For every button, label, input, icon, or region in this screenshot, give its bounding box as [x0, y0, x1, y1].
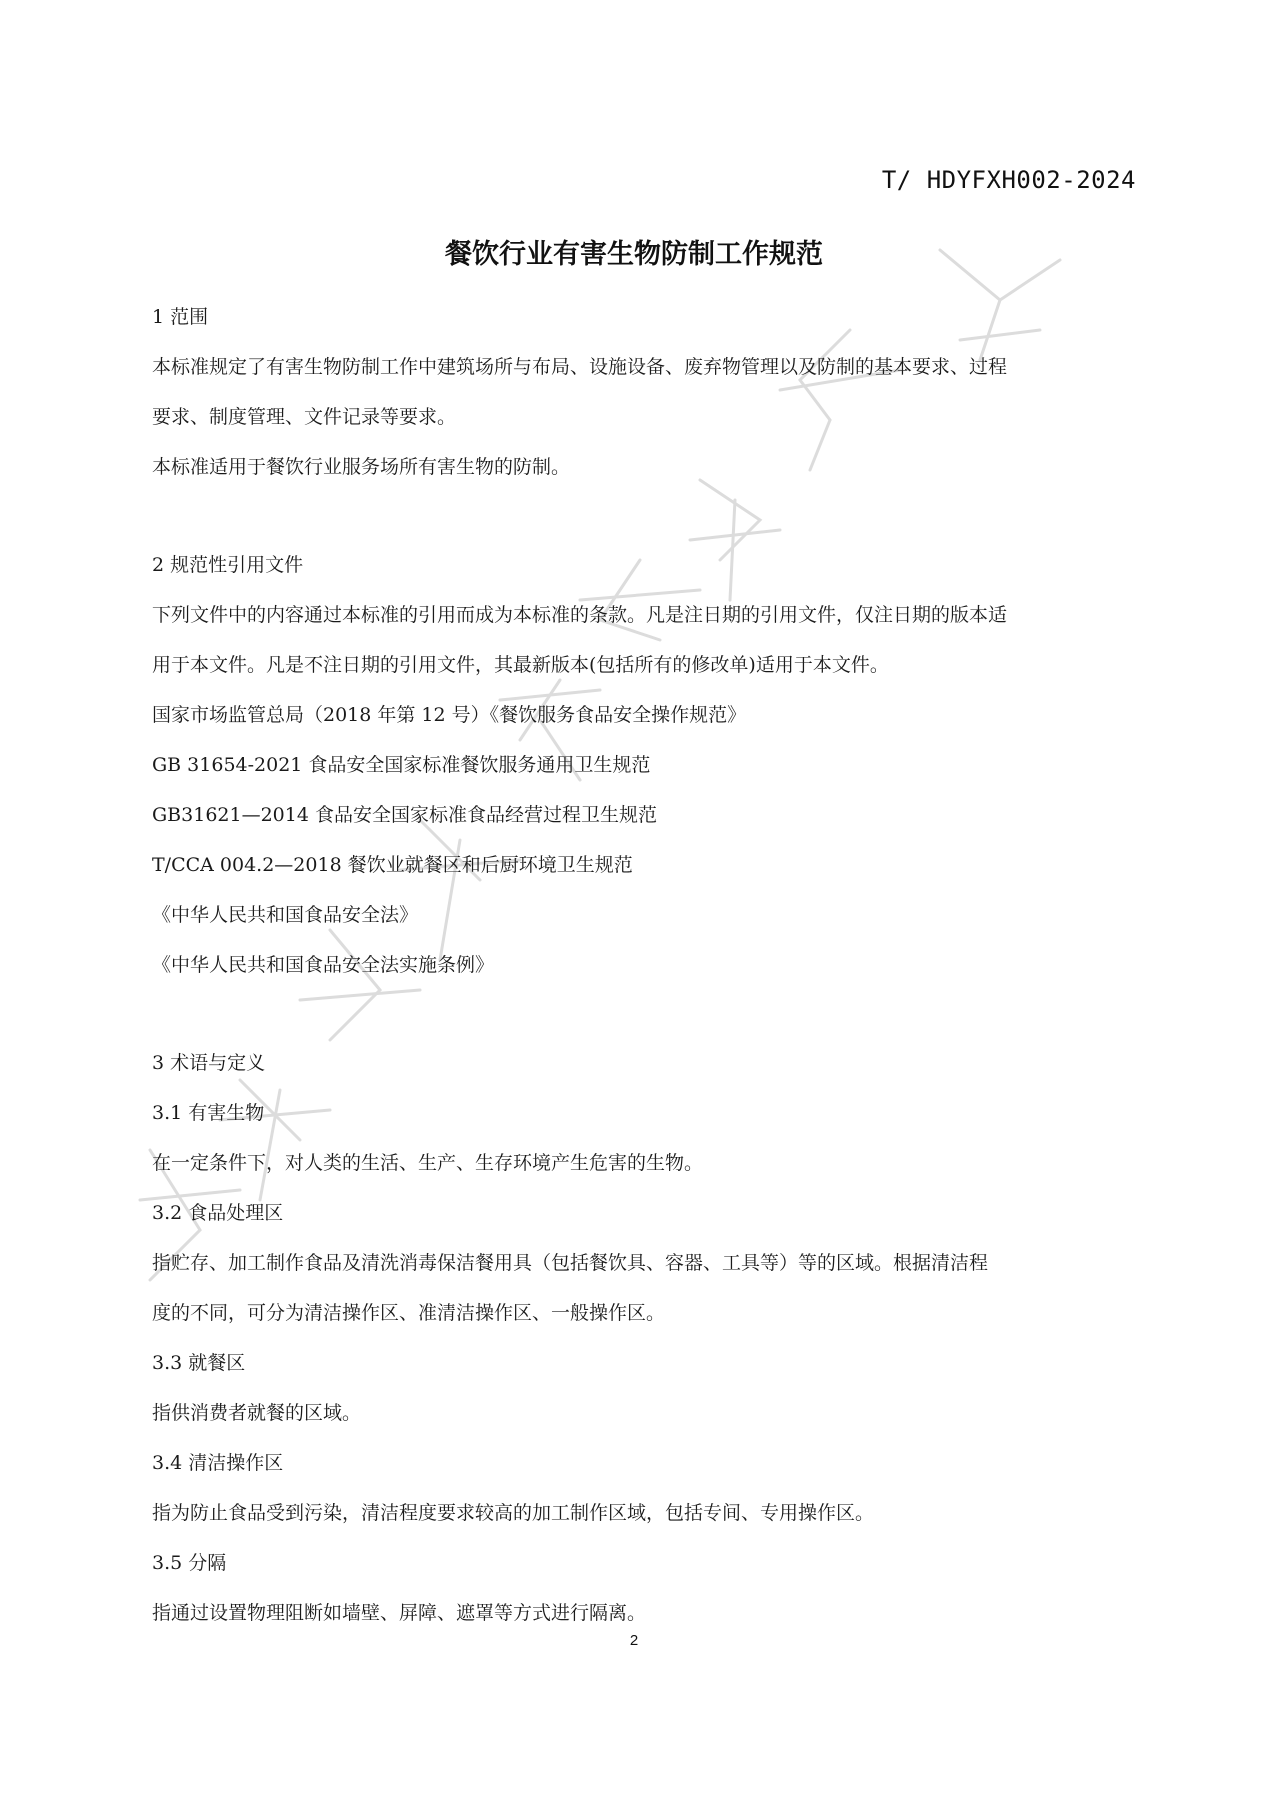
section-heading-terms-definitions: 3 术语与定义	[152, 1052, 266, 1074]
paragraph-line: 本标准规定了有害生物防制工作中建筑场所与布局、设施设备、废弃物管理以及防制的基本要求、过程	[152, 356, 1008, 378]
section-spacer	[152, 492, 1142, 540]
term-heading: 3.4 清洁操作区	[152, 1452, 284, 1474]
term-definition: 指为防止食品受到污染，清洁程度要求较高的加工制作区域，包括专间、专用操作区。	[152, 1502, 875, 1524]
section-heading-normative-references: 2 规范性引用文件	[152, 554, 304, 576]
term-definition: 在一定条件下，对人类的生活、生产、生存环境产生危害的生物。	[152, 1152, 704, 1174]
paragraph-line: 要求、制度管理、文件记录等要求。	[152, 406, 457, 428]
reference-item: GB 31654-2021 食品安全国家标准餐饮服务通用卫生规范	[152, 754, 651, 776]
standard-code: T/ HDYFXH002-2024	[881, 166, 1136, 194]
term-definition: 度的不同，可分为清洁操作区、准清洁操作区、一般操作区。	[152, 1302, 666, 1324]
paragraph-line: 本标准适用于餐饮行业服务场所有害生物的防制。	[152, 456, 571, 478]
reference-item: GB31621—2014 食品安全国家标准食品经营过程卫生规范	[152, 804, 657, 826]
term-heading: 3.1 有害生物	[152, 1102, 265, 1124]
term-definition: 指通过设置物理阻断如墙壁、屏障、遮罩等方式进行隔离。	[152, 1602, 647, 1624]
paragraph-line: 下列文件中的内容通过本标准的引用而成为本标准的条款。凡是注日期的引用文件，仅注日期的版本适	[152, 604, 1008, 626]
reference-item: T/CCA 004.2—2018 餐饮业就餐区和后厨环境卫生规范	[152, 854, 633, 876]
reference-item: 国家市场监管总局（2018 年第 12 号）《餐饮服务食品安全操作规范》	[152, 704, 747, 726]
reference-item: 《中华人民共和国食品安全法实施条例》	[152, 954, 495, 976]
paragraph-line: 用于本文件。凡是不注日期的引用文件，其最新版本(包括所有的修改单)适用于本文件。	[152, 654, 889, 676]
term-heading: 3.3 就餐区	[152, 1352, 246, 1374]
page-number: 2	[629, 1632, 639, 1649]
reference-item: 《中华人民共和国食品安全法》	[152, 904, 419, 926]
document-body	[152, 292, 1142, 1638]
term-definition: 指供消费者就餐的区域。	[152, 1402, 362, 1424]
term-definition: 指贮存、加工制作食品及清洗消毒保洁餐用具（包括餐饮具、容器、工具等）等的区域。根据清洁程	[152, 1252, 989, 1274]
term-heading: 3.5 分隔	[152, 1552, 227, 1574]
section-heading-scope: 1 范围	[152, 306, 209, 328]
section-spacer	[152, 990, 1142, 1038]
document-title: 餐饮行业有害生物防制工作规范	[445, 239, 823, 270]
term-heading: 3.2 食品处理区	[152, 1202, 284, 1224]
